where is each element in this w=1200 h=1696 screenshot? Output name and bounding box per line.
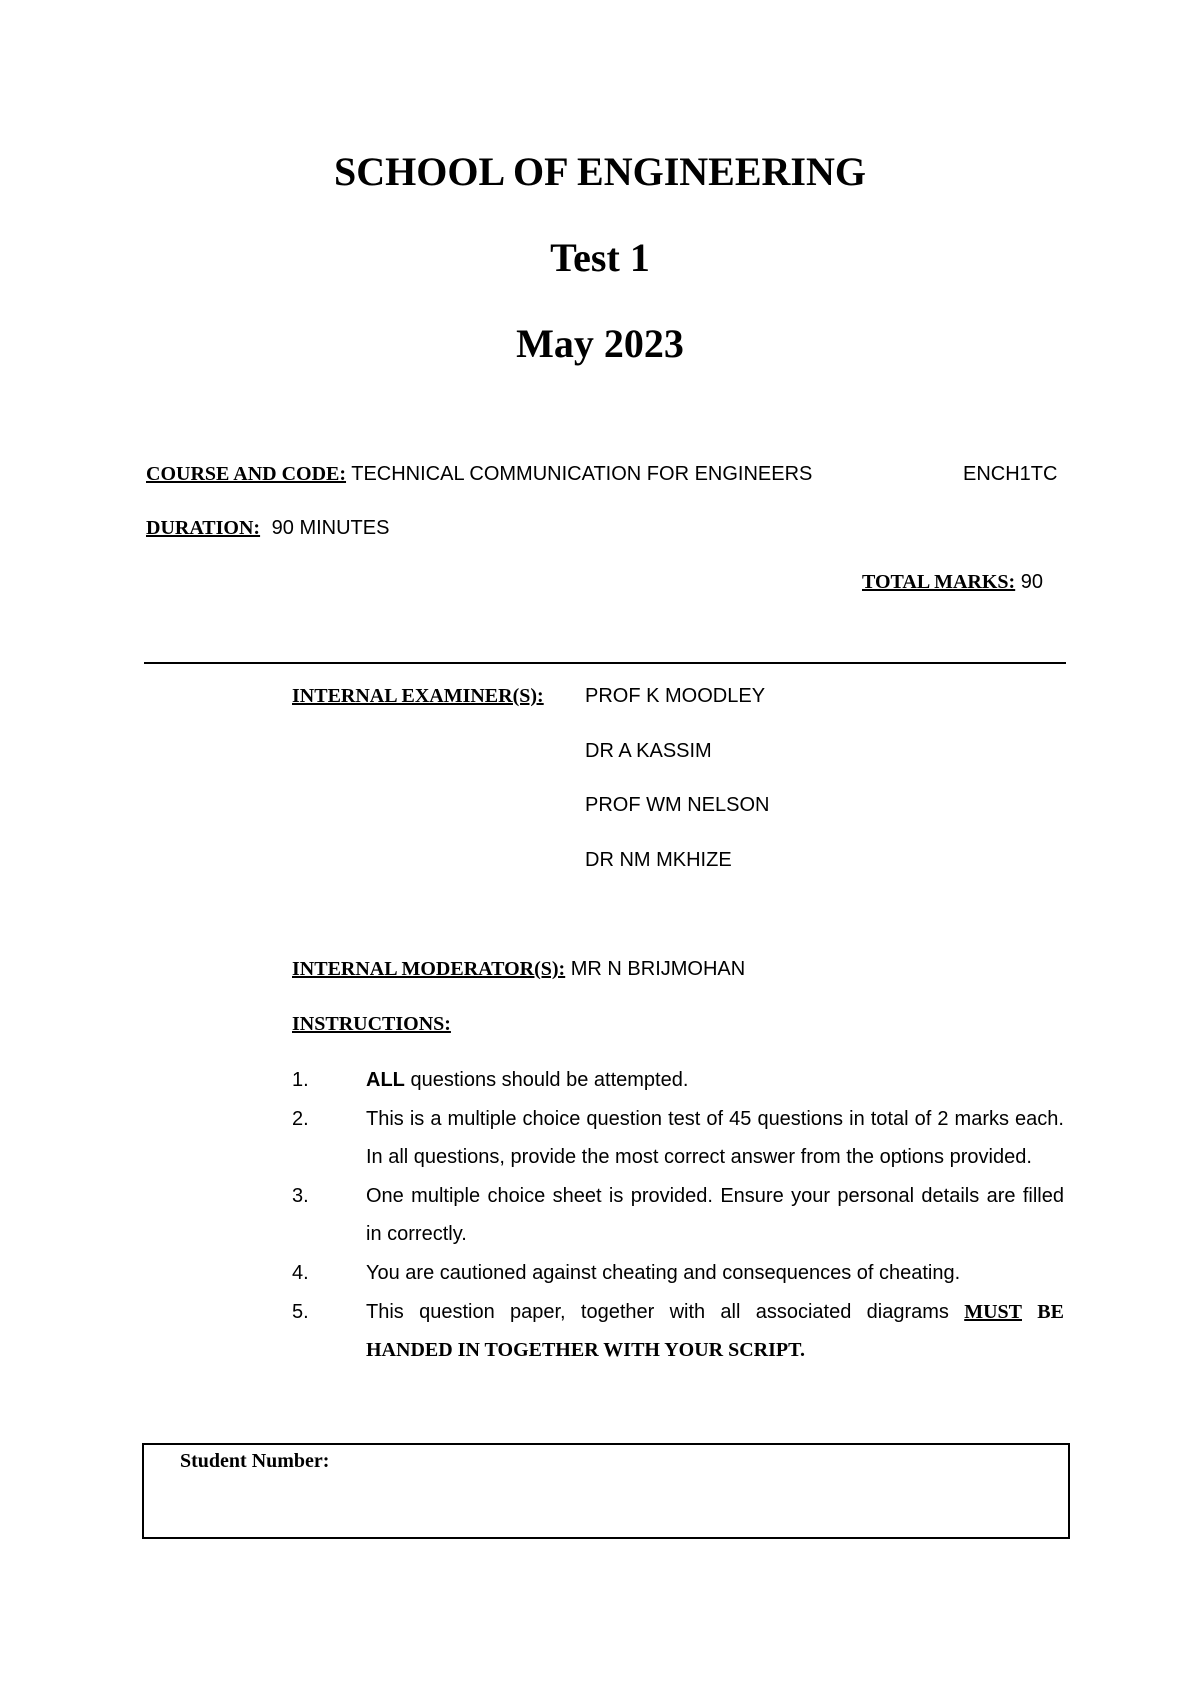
instructions-heading: INSTRUCTIONS: [292, 1013, 451, 1035]
total-marks-value: 90 [1020, 571, 1043, 593]
course-code: ENCH1TC [963, 463, 1058, 485]
instruction-item: ALL questions should be attempted. [366, 1069, 689, 1091]
duration-line [146, 516, 389, 540]
examiner-name: DR NM MKHIZE [585, 849, 732, 871]
instruction-number: 4. [292, 1262, 309, 1284]
examiners-label: INTERNAL EXAMINER(S): [292, 685, 544, 707]
instruction-number: 5. [292, 1301, 309, 1323]
examiner-name: DR A KASSIM [585, 740, 712, 762]
instruction-item: You are cautioned against cheating and consequences of cheating. [366, 1262, 961, 1284]
student-number-label: Student Number: [180, 1450, 330, 1472]
duration-label: DURATION: [146, 517, 261, 539]
duration-value: 90 MINUTES [271, 517, 390, 539]
total-marks-line [862, 570, 1043, 594]
instruction-item: This question paper, together with all associated diagrams MUST BE [366, 1301, 1064, 1323]
examiner-name: PROF K MOODLEY [585, 685, 766, 707]
instruction-emphasis-be: BE [1037, 1301, 1064, 1323]
course-line [146, 462, 812, 486]
instruction-item-continued: In all questions, provide the most correct answer from the options provided. [366, 1146, 1032, 1168]
instruction-item-continued: in correctly. [366, 1223, 467, 1245]
instruction-emphasis-must: MUST [964, 1301, 1022, 1323]
course-label: COURSE AND CODE: [146, 463, 347, 485]
moderator-label: INTERNAL MODERATOR(S): [292, 958, 566, 980]
instruction-item-continued: HANDED IN TOGETHER WITH YOUR SCRIPT. [366, 1339, 805, 1361]
test-title: Test 1 [550, 235, 650, 280]
instruction-emphasis: ALL [366, 1069, 405, 1091]
instruction-item: This is a multiple choice question test of 45 questions in total of 2 marks each. [366, 1108, 1064, 1130]
instruction-number: 1. [292, 1069, 309, 1091]
exam-date: May 2023 [516, 321, 684, 366]
course-name: TECHNICAL COMMUNICATION FOR ENGINEERS [351, 463, 813, 485]
total-marks-label: TOTAL MARKS: [862, 571, 1016, 593]
moderator-line [292, 957, 745, 981]
instruction-item: One multiple choice sheet is provided. Ensure your personal details are filled [366, 1185, 1064, 1207]
divider [144, 662, 1066, 664]
instruction-number: 2. [292, 1108, 309, 1130]
moderator-name: MR N BRIJMOHAN [570, 958, 746, 980]
examiner-name: PROF WM NELSON [585, 794, 770, 816]
instruction-number: 3. [292, 1185, 309, 1207]
school-title: SCHOOL OF ENGINEERING [334, 149, 866, 194]
